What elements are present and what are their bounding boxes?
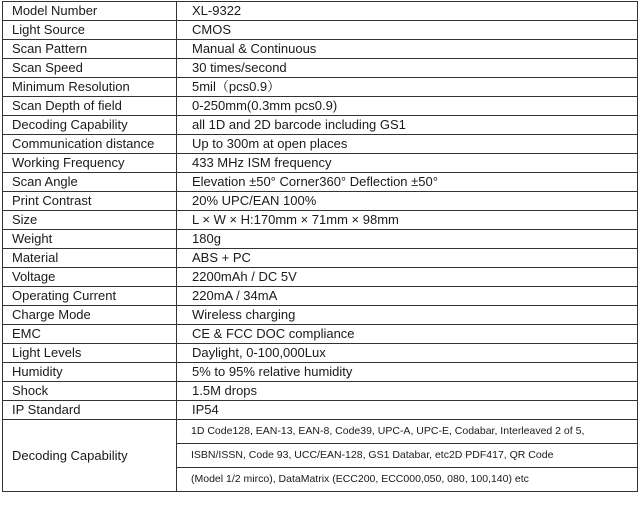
table-row bbox=[3, 135, 638, 154]
table-row bbox=[3, 325, 638, 344]
decoding-detail-line: ISBN/ISSN, Code 93, UCC/EAN-128, GS1 Databar, etc2D PDF417, QR Code bbox=[177, 444, 638, 468]
decoding-detail-line: 1D Code128, EAN-13, EAN-8, Code39, UPC-A, UPC-E, Codabar, Interleaved 2 of 5, bbox=[177, 420, 638, 444]
spec-label: Charge Mode bbox=[3, 306, 177, 325]
spec-value: Up to 300m at open places bbox=[177, 135, 638, 154]
spec-value: 5% to 95% relative humidity bbox=[177, 363, 638, 382]
spec-value: 220mA / 34mA bbox=[177, 287, 638, 306]
table-row bbox=[3, 249, 638, 268]
spec-label: Working Frequency bbox=[3, 154, 177, 173]
spec-value: ABS + PC bbox=[177, 249, 638, 268]
spec-value: Manual & Continuous bbox=[177, 40, 638, 59]
table-row bbox=[3, 173, 638, 192]
spec-value: 180g bbox=[177, 230, 638, 249]
table-row bbox=[3, 344, 638, 363]
spec-label: Operating Current bbox=[3, 287, 177, 306]
spec-label: Scan Angle bbox=[3, 173, 177, 192]
spec-value: 1.5M drops bbox=[177, 382, 638, 401]
spec-value: L × W × H:170mm × 71mm × 98mm bbox=[177, 211, 638, 230]
table-row bbox=[3, 363, 638, 382]
spec-value: IP54 bbox=[177, 401, 638, 420]
spec-label: Humidity bbox=[3, 363, 177, 382]
spec-label: Communication distance bbox=[3, 135, 177, 154]
table-row bbox=[3, 287, 638, 306]
spec-label: Shock bbox=[3, 382, 177, 401]
spec-label: Light Levels bbox=[3, 344, 177, 363]
spec-label: Minimum Resolution bbox=[3, 78, 177, 97]
spec-label: Model Number bbox=[3, 2, 177, 21]
table-row bbox=[3, 268, 638, 287]
spec-label: Decoding Capability bbox=[3, 116, 177, 135]
spec-label: Size bbox=[3, 211, 177, 230]
table-row bbox=[3, 40, 638, 59]
spec-value: 433 MHz ISM frequency bbox=[177, 154, 638, 173]
spec-value: all 1D and 2D barcode including GS1 bbox=[177, 116, 638, 135]
spec-label: Light Source bbox=[3, 21, 177, 40]
spec-label: Material bbox=[3, 249, 177, 268]
table-row bbox=[3, 78, 638, 97]
table-row bbox=[3, 401, 638, 420]
spec-label: EMC bbox=[3, 325, 177, 344]
table-row bbox=[3, 154, 638, 173]
spec-value: XL-9322 bbox=[177, 2, 638, 21]
decoding-detail-line: (Model 1/2 mirco), DataMatrix (ECC200, ECC000,050, 080, 100,140) etc bbox=[177, 468, 638, 492]
table-row bbox=[3, 2, 638, 21]
spec-label: Scan Depth of field bbox=[3, 97, 177, 116]
table-row bbox=[3, 306, 638, 325]
decoding-detail-label: Decoding Capability bbox=[3, 420, 177, 492]
spec-label: Weight bbox=[3, 230, 177, 249]
spec-value: Elevation ±50° Corner360° Deflection ±50° bbox=[177, 173, 638, 192]
spec-label: Voltage bbox=[3, 268, 177, 287]
table-row bbox=[3, 21, 638, 40]
table-row bbox=[3, 116, 638, 135]
spec-value: 2200mAh / DC 5V bbox=[177, 268, 638, 287]
specification-table bbox=[2, 1, 638, 492]
table-row bbox=[3, 97, 638, 116]
spec-value: 0-250mm(0.3mm pcs0.9) bbox=[177, 97, 638, 116]
table-row bbox=[3, 382, 638, 401]
spec-label: IP Standard bbox=[3, 401, 177, 420]
spec-value: Daylight, 0-100,000Lux bbox=[177, 344, 638, 363]
table-row bbox=[3, 230, 638, 249]
spec-label: Print Contrast bbox=[3, 192, 177, 211]
spec-label: Scan Speed bbox=[3, 59, 177, 78]
table-row bbox=[3, 420, 638, 444]
spec-label: Scan Pattern bbox=[3, 40, 177, 59]
spec-value: 20% UPC/EAN 100% bbox=[177, 192, 638, 211]
spec-value: Wireless charging bbox=[177, 306, 638, 325]
spec-value: CE & FCC DOC compliance bbox=[177, 325, 638, 344]
spec-value: 30 times/second bbox=[177, 59, 638, 78]
table-row bbox=[3, 211, 638, 230]
spec-value: CMOS bbox=[177, 21, 638, 40]
table-row bbox=[3, 192, 638, 211]
table-row bbox=[3, 59, 638, 78]
spec-value: 5mil（pcs0.9） bbox=[177, 78, 638, 97]
